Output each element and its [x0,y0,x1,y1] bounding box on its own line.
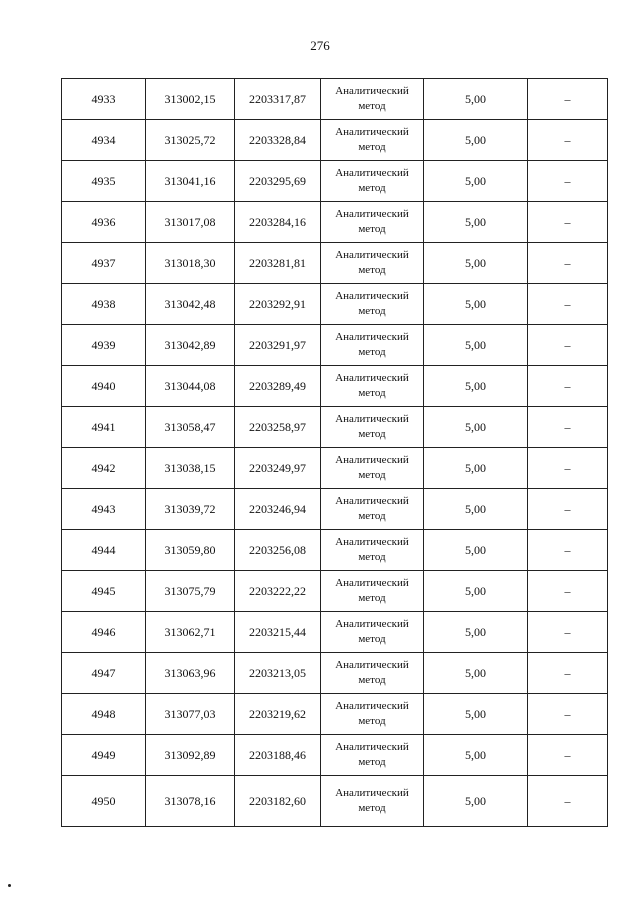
accuracy-cell: 5,00 [424,694,528,735]
method-cell [321,653,424,694]
point-number-cell: 4942 [62,448,146,489]
x-coordinate-cell: 313042,48 [146,284,235,325]
method-text: Аналитический метод [335,85,409,112]
note-cell: – [528,612,608,653]
accuracy-cell: 5,00 [424,366,528,407]
method-cell [321,243,424,284]
note-cell: – [528,243,608,284]
method-cell [321,366,424,407]
method-text: Аналитический метод [335,208,409,235]
point-number-cell: 4944 [62,530,146,571]
accuracy-cell: 5,00 [424,243,528,284]
table-row [62,325,608,366]
method-cell [321,161,424,202]
method-cell [321,530,424,571]
y-coordinate-cell: 2203295,69 [235,161,321,202]
y-coordinate-cell: 2203284,16 [235,202,321,243]
accuracy-cell: 5,00 [424,202,528,243]
point-number-cell: 4946 [62,612,146,653]
point-number-cell: 4936 [62,202,146,243]
table-row [62,79,608,120]
accuracy-cell: 5,00 [424,776,528,827]
table-row [62,284,608,325]
accuracy-cell: 5,00 [424,407,528,448]
table-body [62,79,608,827]
table-row [62,161,608,202]
page-number: 276 [310,38,330,53]
x-coordinate-cell: 313041,16 [146,161,235,202]
note-cell: – [528,202,608,243]
method-text: Аналитический метод [335,413,409,440]
note-cell: – [528,284,608,325]
method-text: Аналитический метод [335,249,409,276]
point-number-cell: 4950 [62,776,146,827]
y-coordinate-cell: 2203219,62 [235,694,321,735]
note-cell: – [528,530,608,571]
table-row [62,612,608,653]
x-coordinate-cell: 313025,72 [146,120,235,161]
y-coordinate-cell: 2203182,60 [235,776,321,827]
method-text: Аналитический метод [335,495,409,522]
point-number-cell: 4945 [62,571,146,612]
x-coordinate-cell: 313062,71 [146,612,235,653]
y-coordinate-cell: 2203222,22 [235,571,321,612]
table-row [62,735,608,776]
table-row [62,407,608,448]
note-cell: – [528,79,608,120]
method-cell [321,612,424,653]
y-coordinate-cell: 2203292,91 [235,284,321,325]
note-cell: – [528,735,608,776]
scan-speck [8,884,11,887]
y-coordinate-cell: 2203317,87 [235,79,321,120]
point-number-cell: 4948 [62,694,146,735]
point-number-cell: 4937 [62,243,146,284]
note-cell: – [528,571,608,612]
method-text: Аналитический метод [335,290,409,317]
x-coordinate-cell: 313002,15 [146,79,235,120]
method-cell [321,79,424,120]
method-cell [321,448,424,489]
x-coordinate-cell: 313038,15 [146,448,235,489]
table-row [62,243,608,284]
method-text: Аналитический метод [335,126,409,153]
table-row [62,202,608,243]
note-cell: – [528,489,608,530]
point-number-cell: 4935 [62,161,146,202]
y-coordinate-cell: 2203289,49 [235,366,321,407]
method-text: Аналитический метод [335,618,409,645]
coordinates-table [61,78,608,827]
y-coordinate-cell: 2203188,46 [235,735,321,776]
x-coordinate-cell: 313039,72 [146,489,235,530]
note-cell: – [528,407,608,448]
method-cell [321,325,424,366]
method-text: Аналитический метод [335,167,409,194]
method-cell [321,284,424,325]
note-cell: – [528,776,608,827]
point-number-cell: 4940 [62,366,146,407]
method-cell [321,735,424,776]
table-row [62,120,608,161]
note-cell: – [528,325,608,366]
note-cell: – [528,366,608,407]
method-cell [321,776,424,827]
table-row [62,776,608,827]
table-row [62,571,608,612]
point-number-cell: 4939 [62,325,146,366]
table-row [62,448,608,489]
accuracy-cell: 5,00 [424,120,528,161]
method-cell [321,694,424,735]
point-number-cell: 4943 [62,489,146,530]
accuracy-cell: 5,00 [424,284,528,325]
x-coordinate-cell: 313075,79 [146,571,235,612]
accuracy-cell: 5,00 [424,79,528,120]
point-number-cell: 4938 [62,284,146,325]
method-cell [321,202,424,243]
x-coordinate-cell: 313044,08 [146,366,235,407]
accuracy-cell: 5,00 [424,489,528,530]
x-coordinate-cell: 313058,47 [146,407,235,448]
method-text: Аналитический метод [335,659,409,686]
y-coordinate-cell: 2203258,97 [235,407,321,448]
method-text: Аналитический метод [335,454,409,481]
y-coordinate-cell: 2203291,97 [235,325,321,366]
point-number-cell: 4947 [62,653,146,694]
accuracy-cell: 5,00 [424,571,528,612]
method-text: Аналитический метод [335,700,409,727]
accuracy-cell: 5,00 [424,653,528,694]
method-text: Аналитический метод [335,331,409,358]
x-coordinate-cell: 313059,80 [146,530,235,571]
note-cell: – [528,653,608,694]
note-cell: – [528,694,608,735]
table-row [62,530,608,571]
method-cell [321,407,424,448]
y-coordinate-cell: 2203281,81 [235,243,321,284]
method-cell [321,489,424,530]
accuracy-cell: 5,00 [424,530,528,571]
accuracy-cell: 5,00 [424,735,528,776]
method-text: Аналитический метод [335,577,409,604]
method-text: Аналитический метод [335,372,409,399]
note-cell: – [528,120,608,161]
point-number-cell: 4933 [62,79,146,120]
y-coordinate-cell: 2203215,44 [235,612,321,653]
table-row [62,366,608,407]
y-coordinate-cell: 2203213,05 [235,653,321,694]
method-cell [321,571,424,612]
method-text: Аналитический метод [335,536,409,563]
x-coordinate-cell: 313042,89 [146,325,235,366]
table-row [62,489,608,530]
method-text: Аналитический метод [335,787,409,814]
point-number-cell: 4949 [62,735,146,776]
table-row [62,694,608,735]
y-coordinate-cell: 2203246,94 [235,489,321,530]
x-coordinate-cell: 313017,08 [146,202,235,243]
x-coordinate-cell: 313077,03 [146,694,235,735]
method-cell [321,120,424,161]
note-cell: – [528,448,608,489]
method-text: Аналитический метод [335,741,409,768]
y-coordinate-cell: 2203249,97 [235,448,321,489]
accuracy-cell: 5,00 [424,325,528,366]
x-coordinate-cell: 313078,16 [146,776,235,827]
x-coordinate-cell: 313018,30 [146,243,235,284]
note-cell: – [528,161,608,202]
point-number-cell: 4934 [62,120,146,161]
point-number-cell: 4941 [62,407,146,448]
table-row [62,653,608,694]
accuracy-cell: 5,00 [424,448,528,489]
x-coordinate-cell: 313092,89 [146,735,235,776]
accuracy-cell: 5,00 [424,161,528,202]
y-coordinate-cell: 2203328,84 [235,120,321,161]
y-coordinate-cell: 2203256,08 [235,530,321,571]
x-coordinate-cell: 313063,96 [146,653,235,694]
accuracy-cell: 5,00 [424,612,528,653]
